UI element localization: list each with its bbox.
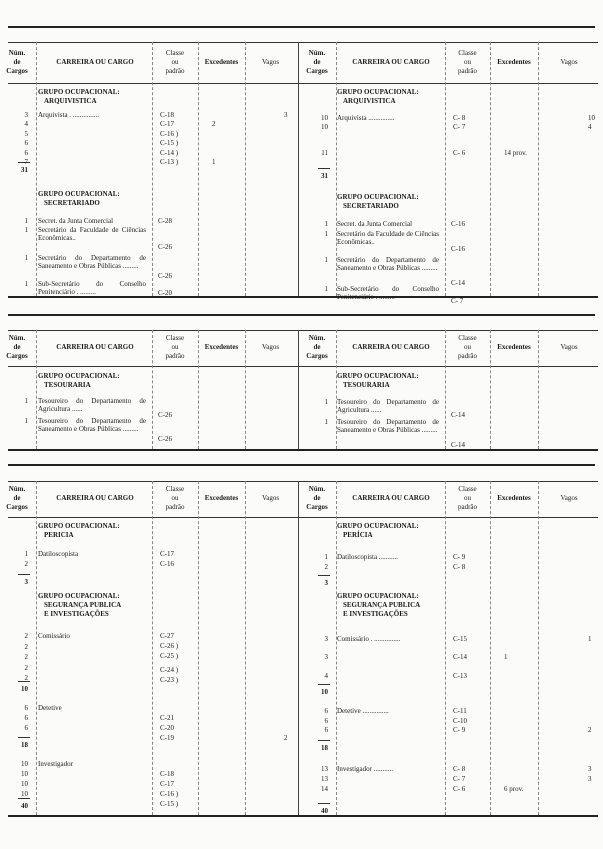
classe-value: C-20 — [160, 724, 174, 732]
column-divider — [490, 330, 491, 449]
header-num-cargos — [0, 49, 34, 76]
cargo-name: Detetive — [38, 704, 62, 712]
classe-value: C-18 — [160, 770, 174, 778]
classe-value: C-13 ) — [160, 158, 179, 166]
header-num-line: Cargos — [6, 352, 28, 360]
num-cargos: 10 — [21, 770, 28, 778]
header-num-cargos — [300, 334, 334, 361]
header-carreira: CARREIRA OU CARGO — [352, 57, 430, 66]
num-cargos: 6 — [324, 726, 328, 734]
classe-value: C-26 — [158, 435, 172, 443]
header-excedentes: Excedentes — [497, 494, 531, 502]
column-divider — [445, 330, 446, 449]
classe-value: C- 8 — [453, 563, 466, 571]
classe-value: C- 7 — [451, 297, 464, 305]
classe-value: C-16 ) — [160, 790, 179, 798]
header-num-cargos — [300, 49, 334, 76]
classe-value: C- 9 — [453, 726, 466, 734]
cargo-name: Secretário da Faculdade de Ciências Econômicas.. — [38, 226, 146, 242]
section-rule — [8, 314, 595, 316]
header-classe-line: Classe — [165, 334, 185, 342]
classe-value: C-14 — [451, 279, 465, 287]
total-rule — [18, 737, 30, 738]
classe-value: C-16 ) — [160, 129, 179, 138]
num-cargos: 1 — [24, 254, 28, 262]
vagos-value: 3 — [284, 111, 288, 119]
header-num-line: Núm. — [8, 334, 26, 342]
num-cargos: 13 — [321, 775, 328, 783]
classe-value: C- 8 — [453, 765, 466, 773]
group-name: GRUPO OCUPACIONAL: — [38, 190, 120, 198]
group-name: GRUPO OCUPACIONAL: — [337, 522, 419, 530]
group-name: PERICIA — [44, 531, 74, 539]
cargo-name: Investigador — [38, 760, 73, 768]
total-rule — [18, 798, 30, 799]
total-value: 10 — [321, 688, 328, 696]
header-classe — [152, 49, 198, 76]
header-vagos: Vagos — [261, 494, 280, 502]
classe-value: C-23 ) — [160, 676, 179, 684]
header-num-line: Núm. — [308, 334, 326, 342]
total-value: 10 — [21, 685, 28, 693]
header-bottom-rule — [8, 517, 598, 518]
column-divider — [36, 42, 37, 296]
group-name: GRUPO OCUPACIONAL: — [38, 88, 120, 96]
header-num-line: Núm. — [308, 485, 326, 493]
num-cargos: 3 — [324, 635, 328, 643]
classe-value: C-14 — [453, 653, 467, 661]
vagos-value: 3 — [588, 765, 592, 773]
classe-value: C-28 — [158, 217, 172, 225]
num-cargos: 1 — [324, 220, 328, 228]
num-cargos: 1 — [324, 418, 328, 426]
num-cargos: 6 — [24, 148, 28, 157]
column-divider — [198, 330, 199, 449]
column-divider — [245, 481, 246, 815]
classe-value: C- 8 — [453, 114, 466, 122]
classe-value: C- 6 — [453, 149, 466, 157]
num-cargos: 1 — [24, 226, 28, 234]
cargo-name: Arquivista . ............... — [38, 111, 100, 119]
total-rule — [318, 684, 330, 685]
classe-value: C-14 ) — [160, 148, 179, 157]
group-name: GRUPO OCUPACIONAL: — [38, 372, 120, 380]
cargo-name: Comissário — [38, 632, 70, 640]
classe-value: C-20 — [158, 289, 172, 297]
group-name: SEGURANÇA PUBLICA — [44, 601, 122, 609]
classe-value: C-25 ) — [160, 652, 179, 660]
header-classe — [152, 334, 198, 361]
num-cargos: 2 — [24, 642, 28, 651]
header-classe-line: ou — [171, 57, 179, 66]
header-classe — [152, 485, 198, 512]
header-num-line: Cargos — [6, 66, 28, 75]
header-classe-line: padrão — [165, 352, 185, 360]
header-top-rule — [8, 330, 598, 331]
column-divider — [445, 481, 446, 815]
classe-value: C-17 — [160, 550, 174, 558]
group-name: TESOURARIA — [343, 381, 390, 389]
num-cargos: 6 — [24, 139, 28, 148]
classe-value: C-17 — [160, 780, 174, 788]
num-cargos: 6 — [24, 714, 28, 722]
header-num-cargos — [0, 334, 34, 361]
cargo-name: Sub-Secretário do Conselho Penitenciário . ......... — [337, 285, 439, 301]
num-cargos: 14 — [321, 785, 328, 793]
header-num-line: de — [313, 57, 321, 66]
num-cargos: 5 — [24, 129, 28, 138]
classe-value: C-18 — [160, 111, 174, 119]
num-cargos: 2 — [24, 653, 28, 661]
classe-value: C-16 — [160, 560, 174, 568]
classe-value: C-17 — [160, 120, 174, 129]
section-bottom-rule — [8, 296, 598, 298]
classe-value: C-26 ) — [160, 642, 179, 650]
half-divider — [298, 481, 299, 815]
classe-value: C-15 ) — [160, 139, 179, 148]
num-cargos: 11 — [321, 149, 328, 157]
total-value: 3 — [24, 578, 28, 586]
total-value: 3 — [324, 579, 328, 587]
num-cargos: 6 — [324, 707, 328, 715]
header-classe-line: ou — [464, 343, 471, 351]
total-value: 40 — [321, 807, 328, 815]
num-cargos: 6 — [24, 724, 28, 732]
total-rule — [18, 681, 30, 682]
column-divider — [538, 481, 539, 815]
classe-value: C-13 — [453, 672, 467, 680]
classe-value: C-14 — [451, 411, 465, 419]
group-name: GRUPO OCUPACIONAL: — [337, 372, 419, 380]
classe-value: C-16 — [451, 245, 465, 253]
num-cargos: 10 — [21, 760, 28, 768]
section-rule — [8, 464, 595, 466]
classe-value: C-16 — [451, 220, 465, 228]
total-value: 18 — [321, 744, 328, 752]
total-rule — [318, 575, 330, 576]
header-classe-line: ou — [464, 57, 471, 66]
classe-value: C-11 — [453, 707, 467, 715]
header-num-line: Núm. — [8, 485, 26, 493]
num-cargos: 1 — [24, 280, 28, 288]
classe-value: C-27 — [160, 632, 174, 640]
group-name: GRUPO OCUPACIONAL: — [337, 88, 419, 96]
classe-value: C-26 — [158, 272, 172, 280]
header-carreira: CARREIRA OU CARGO — [56, 343, 134, 351]
group-name: ARQUIVISTICA — [44, 97, 97, 105]
header-excedentes: Excedentes — [497, 343, 531, 351]
header-num-line: de — [313, 343, 321, 351]
classe-value: C-26 — [158, 411, 172, 419]
header-carreira: CARREIRA OU CARGO — [56, 494, 134, 502]
cargo-name: Secret. da Junta Comercial — [38, 217, 114, 225]
group-name: TESOURARIA — [44, 381, 91, 389]
num-cargos: 1 — [324, 398, 328, 406]
column-divider — [152, 481, 153, 815]
cargo-name: Datiloscopista — [38, 550, 79, 558]
num-cargos: 1 — [324, 553, 328, 561]
cargo-name: Comissário . ............... — [337, 635, 401, 643]
cargo-name: Tesoureiro do Departamento de Saneamento e Obras Públicas ......... — [38, 417, 146, 433]
column-divider — [36, 330, 37, 449]
column-divider — [36, 481, 37, 815]
header-excedentes: Excedentes — [204, 57, 239, 66]
num-cargos: 2 — [24, 560, 28, 568]
section-bottom-rule — [8, 449, 598, 451]
classe-value: C-21 — [160, 714, 174, 722]
header-top-rule — [8, 481, 598, 482]
header-bottom-rule — [8, 366, 598, 367]
header-num-line: Cargos — [306, 503, 328, 511]
header-excedentes: Excedentes — [497, 57, 531, 66]
header-classe-line: Classe — [165, 485, 185, 493]
num-cargos: 10 — [321, 123, 328, 131]
header-carreira: CARREIRA OU CARGO — [352, 494, 430, 502]
excedentes-value: 6 prov. — [504, 785, 524, 793]
column-divider — [538, 330, 539, 449]
column-divider — [245, 42, 246, 296]
excedentes-value: 1 — [212, 158, 216, 166]
classe-value: C-19 — [160, 734, 174, 742]
num-cargos: 6 — [324, 716, 328, 725]
classe-value: C-24 ) — [160, 666, 179, 674]
header-num-line: Núm. — [308, 48, 326, 57]
header-excedentes: Excedentes — [204, 343, 239, 351]
num-cargos: 10 — [21, 790, 28, 798]
total-value: 31 — [21, 166, 28, 174]
classe-value: C- 7 — [453, 123, 466, 131]
classe-value: C-26 — [158, 243, 172, 251]
header-num-line: de — [13, 494, 21, 502]
group-name: ARQUIVISTICA — [343, 97, 396, 105]
cargo-name: Tesoureiro do Departamento de Agricultura ...... — [337, 398, 439, 414]
vagos-value: 10 — [588, 114, 595, 122]
header-num-line: Cargos — [306, 66, 328, 75]
header-classe-line: Classe — [458, 334, 477, 342]
header-vagos: Vagos — [560, 494, 578, 502]
total-rule — [318, 740, 330, 741]
header-classe-line: Classe — [458, 485, 477, 493]
cargo-name: Tesoureiro do Departamento de Saneamento e Obras Públicas ......... — [337, 418, 439, 434]
vagos-value: 2 — [284, 734, 288, 742]
classe-value: C-14 — [451, 441, 465, 449]
cargo-name: Secretário do Departamento de Saneamento e Obras Públicas ......... — [337, 256, 439, 272]
group-name: E INVESTIGAÇÕES — [44, 610, 109, 618]
vagos-value: 1 — [588, 635, 592, 643]
vagos-value: 4 — [588, 123, 592, 131]
header-num-line: de — [13, 57, 21, 66]
column-divider — [152, 330, 153, 449]
cargo-name: Tesoureiro do Departamento de Agricultura ...... — [38, 397, 146, 413]
classe-value: C-15 — [453, 635, 467, 643]
header-classe — [445, 485, 490, 512]
cargo-name: Detetive ............... — [337, 707, 389, 715]
header-bottom-rule — [8, 83, 598, 84]
total-value: 18 — [21, 741, 28, 749]
header-vagos: Vagos — [560, 57, 578, 66]
classe-value: C-10 — [453, 716, 467, 725]
header-classe-line: padrão — [457, 66, 478, 75]
column-divider — [538, 42, 539, 296]
header-num-line: Cargos — [306, 352, 328, 360]
cargo-name: Datiloscopista ........... — [337, 553, 399, 561]
header-num-line: Núm. — [8, 48, 26, 57]
column-divider — [198, 481, 199, 815]
num-cargos: 4 — [24, 120, 28, 129]
column-divider — [445, 42, 446, 296]
num-cargos: 1 — [324, 285, 328, 293]
header-vagos: Vagos — [560, 343, 578, 351]
header-classe-line: padrão — [165, 66, 185, 75]
header-vagos: Vagos — [261, 343, 280, 351]
num-cargos: 6 — [24, 704, 28, 712]
header-classe-line: ou — [464, 494, 471, 502]
num-cargos: 1 — [24, 417, 28, 425]
column-divider — [152, 42, 153, 296]
vagos-value: 2 — [588, 726, 592, 734]
header-num-cargos — [0, 485, 34, 512]
header-num-line: Cargos — [6, 503, 28, 511]
num-cargos: 2 — [324, 563, 328, 571]
section-bottom-rule — [8, 815, 598, 817]
total-rule — [18, 574, 30, 575]
num-cargos: 3 — [24, 111, 28, 119]
excedentes-value: 14 prov. — [504, 149, 527, 157]
classe-value: C- 9 — [453, 553, 466, 561]
header-num-line: de — [13, 343, 21, 351]
header-classe — [445, 334, 490, 361]
excedentes-value: 1 — [504, 653, 508, 661]
group-name: SECRETARIADO — [44, 199, 100, 207]
column-divider — [198, 42, 199, 296]
header-classe-line: padrão — [165, 503, 185, 511]
num-cargos: 1 — [324, 256, 328, 264]
half-divider — [298, 330, 299, 449]
group-name: GRUPO OCUPACIONAL: — [337, 592, 419, 600]
group-name: GRUPO OCUPACIONAL: — [337, 193, 419, 201]
classe-value: C- 6 — [453, 785, 466, 793]
num-cargos: 3 — [324, 653, 328, 661]
excedentes-value: 2 — [212, 120, 216, 129]
header-carreira: CARREIRA OU CARGO — [352, 343, 430, 351]
header-num-line: de — [313, 494, 321, 502]
num-cargos: 7 — [24, 158, 28, 166]
cargo-name: Arquivista ............... — [337, 114, 395, 122]
num-cargos: 1 — [324, 230, 328, 238]
header-classe-line: ou — [171, 343, 179, 351]
column-divider — [245, 330, 246, 449]
total-rule — [18, 162, 30, 163]
header-carreira: CARREIRA OU CARGO — [56, 57, 134, 66]
total-rule — [318, 803, 330, 804]
group-name: SECRETARIADO — [343, 202, 399, 210]
header-classe-line: padrão — [457, 352, 478, 360]
header-num-cargos — [300, 485, 334, 512]
header-classe — [445, 49, 490, 76]
group-name: E INVESTIGAÇÕES — [343, 610, 408, 618]
num-cargos: 4 — [324, 672, 328, 680]
num-cargos: 1 — [24, 217, 28, 225]
cargo-name: Secretário da Faculdade de Ciências Econômicas.. — [337, 230, 439, 246]
vagos-value: 3 — [588, 775, 592, 783]
header-top-rule — [8, 42, 598, 43]
header-vagos: Vagos — [261, 57, 280, 66]
header-classe-line: padrão — [457, 503, 478, 511]
group-name: PERÍCIA — [343, 531, 373, 539]
num-cargos: 10 — [21, 780, 28, 788]
num-cargos: 10 — [321, 114, 328, 122]
section-rule — [8, 26, 595, 28]
cargo-name: Secretário do Departamento de Saneamento e Obras Públicas ......... — [38, 254, 146, 270]
header-classe-line: Classe — [165, 48, 185, 57]
total-value: 31 — [321, 172, 328, 180]
column-divider — [490, 42, 491, 296]
classe-value: C- 7 — [453, 775, 466, 783]
column-divider — [490, 481, 491, 815]
header-excedentes: Excedentes — [204, 494, 239, 502]
group-name: GRUPO OCUPACIONAL: — [38, 592, 120, 600]
classe-value: C-15 ) — [160, 800, 179, 808]
total-value: 40 — [21, 802, 28, 810]
num-cargos: 1 — [24, 550, 28, 558]
cargo-name: Sub-Secretário do Conselho Penitenciário . ......... — [38, 280, 146, 296]
group-name: SEGURANÇA PUBLICA — [343, 601, 421, 609]
total-rule — [318, 168, 330, 169]
cargo-name: Investigador ........... — [337, 765, 393, 773]
half-divider — [298, 42, 299, 296]
header-classe-line: ou — [171, 494, 179, 502]
num-cargos: 2 — [24, 674, 28, 682]
num-cargos: 1 — [24, 397, 28, 405]
cargo-name: Secret. da Junta Comercial — [337, 220, 413, 228]
header-classe-line: Classe — [458, 48, 477, 57]
num-cargos: 2 — [24, 663, 28, 672]
num-cargos: 13 — [321, 765, 328, 773]
num-cargos: 2 — [24, 632, 28, 640]
group-name: GRUPO OCUPACIONAL: — [38, 522, 120, 530]
